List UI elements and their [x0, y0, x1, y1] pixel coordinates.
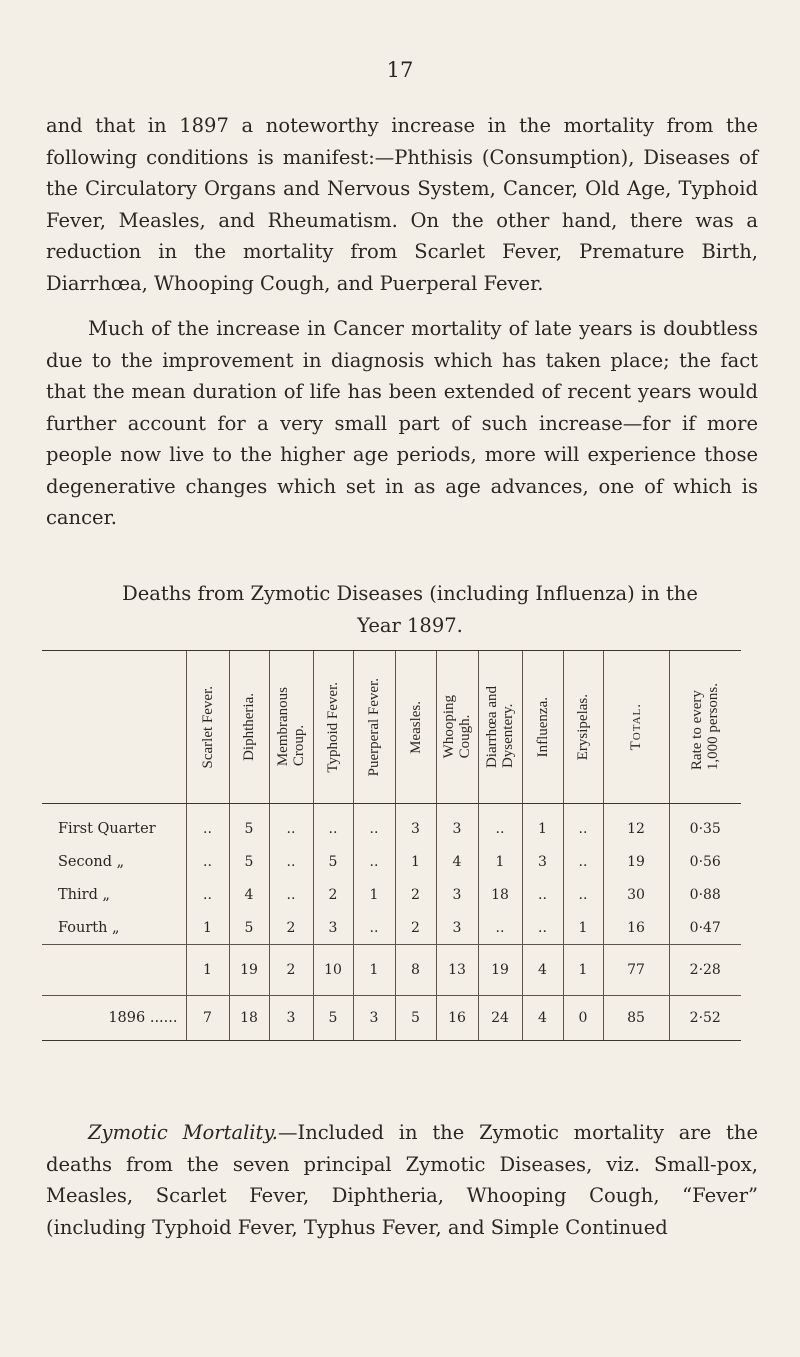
- paragraph-mortality-increase: and that in 1897 a noteworthy increase in the mortality from the following conditions is manifest:—Phthisis (Consumption), Diseases of the Circulatory Organs and Nervous System, Cancer, Old Age, Typhoid Fever, Measles, and Rheumatism. On the other hand, there was a reduction in the mortality from Scarlet Fever, Premature Birth, Diarrhœa, Whooping Cough, and Puerperal Fever.: [46, 114, 758, 295]
- table-cell: 1: [522, 812, 563, 845]
- row-label: Third „: [58, 886, 110, 903]
- table-cell: 3: [269, 996, 313, 1041]
- table-cell: 13: [436, 945, 478, 996]
- table-header-cell: Whooping Cough.: [436, 651, 478, 804]
- table-cell: 5: [313, 845, 353, 878]
- table-header-cell: Scarlet Fever.: [186, 651, 229, 804]
- table-cell: 2·52: [669, 996, 741, 1041]
- table-header-cell: Influenza.: [522, 651, 563, 804]
- table-cell: 3: [436, 911, 478, 945]
- table-cell: 1: [395, 845, 436, 878]
- table-cell: 0·88: [669, 878, 741, 911]
- table-row: [42, 812, 741, 845]
- table-cell: 85: [603, 996, 669, 1041]
- row-label: Fourth „: [58, 919, 120, 936]
- table-cell: 1: [478, 845, 522, 878]
- table-cell: 8: [395, 945, 436, 996]
- table-row: [42, 845, 741, 878]
- table-cell: 19: [603, 845, 669, 878]
- table-cell: ..: [522, 878, 563, 911]
- table-cell: 24: [478, 996, 522, 1041]
- table-cell: 2: [269, 945, 313, 996]
- table-cell: ..: [563, 812, 603, 845]
- table-cell: 19: [229, 945, 269, 996]
- table-header-cell: Membranous Croup.: [269, 651, 313, 804]
- table-cell: 3: [522, 845, 563, 878]
- table-cell: 5: [229, 812, 269, 845]
- table-cell: 2·28: [669, 945, 741, 996]
- table-total-row: [42, 945, 741, 996]
- table-cell: 4: [436, 845, 478, 878]
- table-cell: ..: [563, 845, 603, 878]
- table-cell: 1: [186, 945, 229, 996]
- paragraph-zymotic-mortality: [46, 1117, 758, 1243]
- table-spacer-row: [42, 804, 741, 813]
- table-cell: 1: [563, 911, 603, 945]
- table-cell: 5: [229, 911, 269, 945]
- table-cell: 30: [603, 878, 669, 911]
- table-header-cell: Diarrhœa and Dysentery.: [478, 651, 522, 804]
- table-caption-line2: Year 1897.: [357, 614, 463, 637]
- table-cell: 0·56: [669, 845, 741, 878]
- table-cell: 7: [186, 996, 229, 1041]
- table-cell: ..: [353, 911, 395, 945]
- row-label: 1896 ......: [42, 996, 186, 1041]
- table-cell: ..: [353, 845, 395, 878]
- page-number: 17: [386, 58, 414, 82]
- table-cell: 16: [436, 996, 478, 1041]
- table-cell: 3: [313, 911, 353, 945]
- table-caption-line1: Deaths from Zymotic Diseases (including Influenza) in the: [122, 582, 698, 605]
- table-cell: 1: [353, 945, 395, 996]
- zymotic-mortality-heading: Zymotic Mortality.: [88, 1121, 278, 1144]
- table-cell: 18: [478, 878, 522, 911]
- table-cell: 3: [395, 812, 436, 845]
- table-cell: ..: [478, 812, 522, 845]
- table-cell: 0·35: [669, 812, 741, 845]
- zymotic-mortality-text: —Included in the Zymotic mortality are the deaths from the seven principal Zymotic Diseases, viz. Small-pox, Measles, Scarlet Fever, Diphtheria, Whooping Cough, “Fever” (including Typhoid Fever, Typhus Fever, and Simple Continued: [46, 1121, 758, 1239]
- zymotic-deaths-table: [42, 650, 741, 1041]
- paragraph-cancer-mortality: Much of the increase in Cancer mortality of late years is doubtless due to the improvement in diagnosis which has taken place; the fact that the mean duration of life has been extended of recent years would further account for a very small part of such increase—for if more people now live to the higher age periods, more will experience those degenerative changes which set in as age advances, one of which is cancer.: [46, 317, 758, 529]
- table-header-cell: Typhoid Fever.: [313, 651, 353, 804]
- table-cell: 4: [522, 996, 563, 1041]
- table-header-cell: Rate to every 1,000 persons.: [669, 651, 741, 804]
- table-header-cell: Puerperal Fever.: [353, 651, 395, 804]
- table-cell: 18: [229, 996, 269, 1041]
- table-row: [42, 911, 741, 945]
- table-cell: ..: [269, 878, 313, 911]
- table-cell: 2: [395, 878, 436, 911]
- table-cell: 16: [603, 911, 669, 945]
- table-cell: 3: [436, 812, 478, 845]
- table-header-row: [42, 651, 741, 804]
- table-header-cell: Erysipelas.: [563, 651, 603, 804]
- table-cell: 4: [522, 945, 563, 996]
- table-cell: ..: [186, 845, 229, 878]
- table-cell: 4: [229, 878, 269, 911]
- row-label: Second „: [58, 853, 125, 870]
- table-cell: 3: [436, 878, 478, 911]
- table-cell: 77: [603, 945, 669, 996]
- table-cell: ..: [186, 812, 229, 845]
- table-header-blank: [42, 651, 186, 804]
- table-cell: 2: [269, 911, 313, 945]
- table-cell: ..: [563, 878, 603, 911]
- table-cell: 3: [353, 996, 395, 1041]
- table-cell: 1: [353, 878, 395, 911]
- row-label: [42, 945, 186, 996]
- table-cell: 0·47: [669, 911, 741, 945]
- row-label: First Quarter: [58, 820, 156, 837]
- table-cell: 5: [229, 845, 269, 878]
- table-cell: 1: [186, 911, 229, 945]
- table-caption: [60, 578, 760, 642]
- table-cell: ..: [353, 812, 395, 845]
- table-cell: ..: [269, 845, 313, 878]
- table-header-cell: Diphtheria.: [229, 651, 269, 804]
- table-cell: ..: [269, 812, 313, 845]
- table-cell: 1: [563, 945, 603, 996]
- table-header-cell: Total.: [603, 651, 669, 804]
- table-cell: 5: [313, 996, 353, 1041]
- table-cell: ..: [313, 812, 353, 845]
- table-cell: 2: [395, 911, 436, 945]
- table-cell: ..: [522, 911, 563, 945]
- table-row: [42, 878, 741, 911]
- table-cell: ..: [478, 911, 522, 945]
- table-previous-year-row: [42, 996, 741, 1041]
- table-cell: 0: [563, 996, 603, 1041]
- table-cell: 19: [478, 945, 522, 996]
- table-cell: 12: [603, 812, 669, 845]
- table-header-cell: Measles.: [395, 651, 436, 804]
- table-cell: 2: [313, 878, 353, 911]
- table-cell: 5: [395, 996, 436, 1041]
- table-cell: 10: [313, 945, 353, 996]
- table-cell: ..: [186, 878, 229, 911]
